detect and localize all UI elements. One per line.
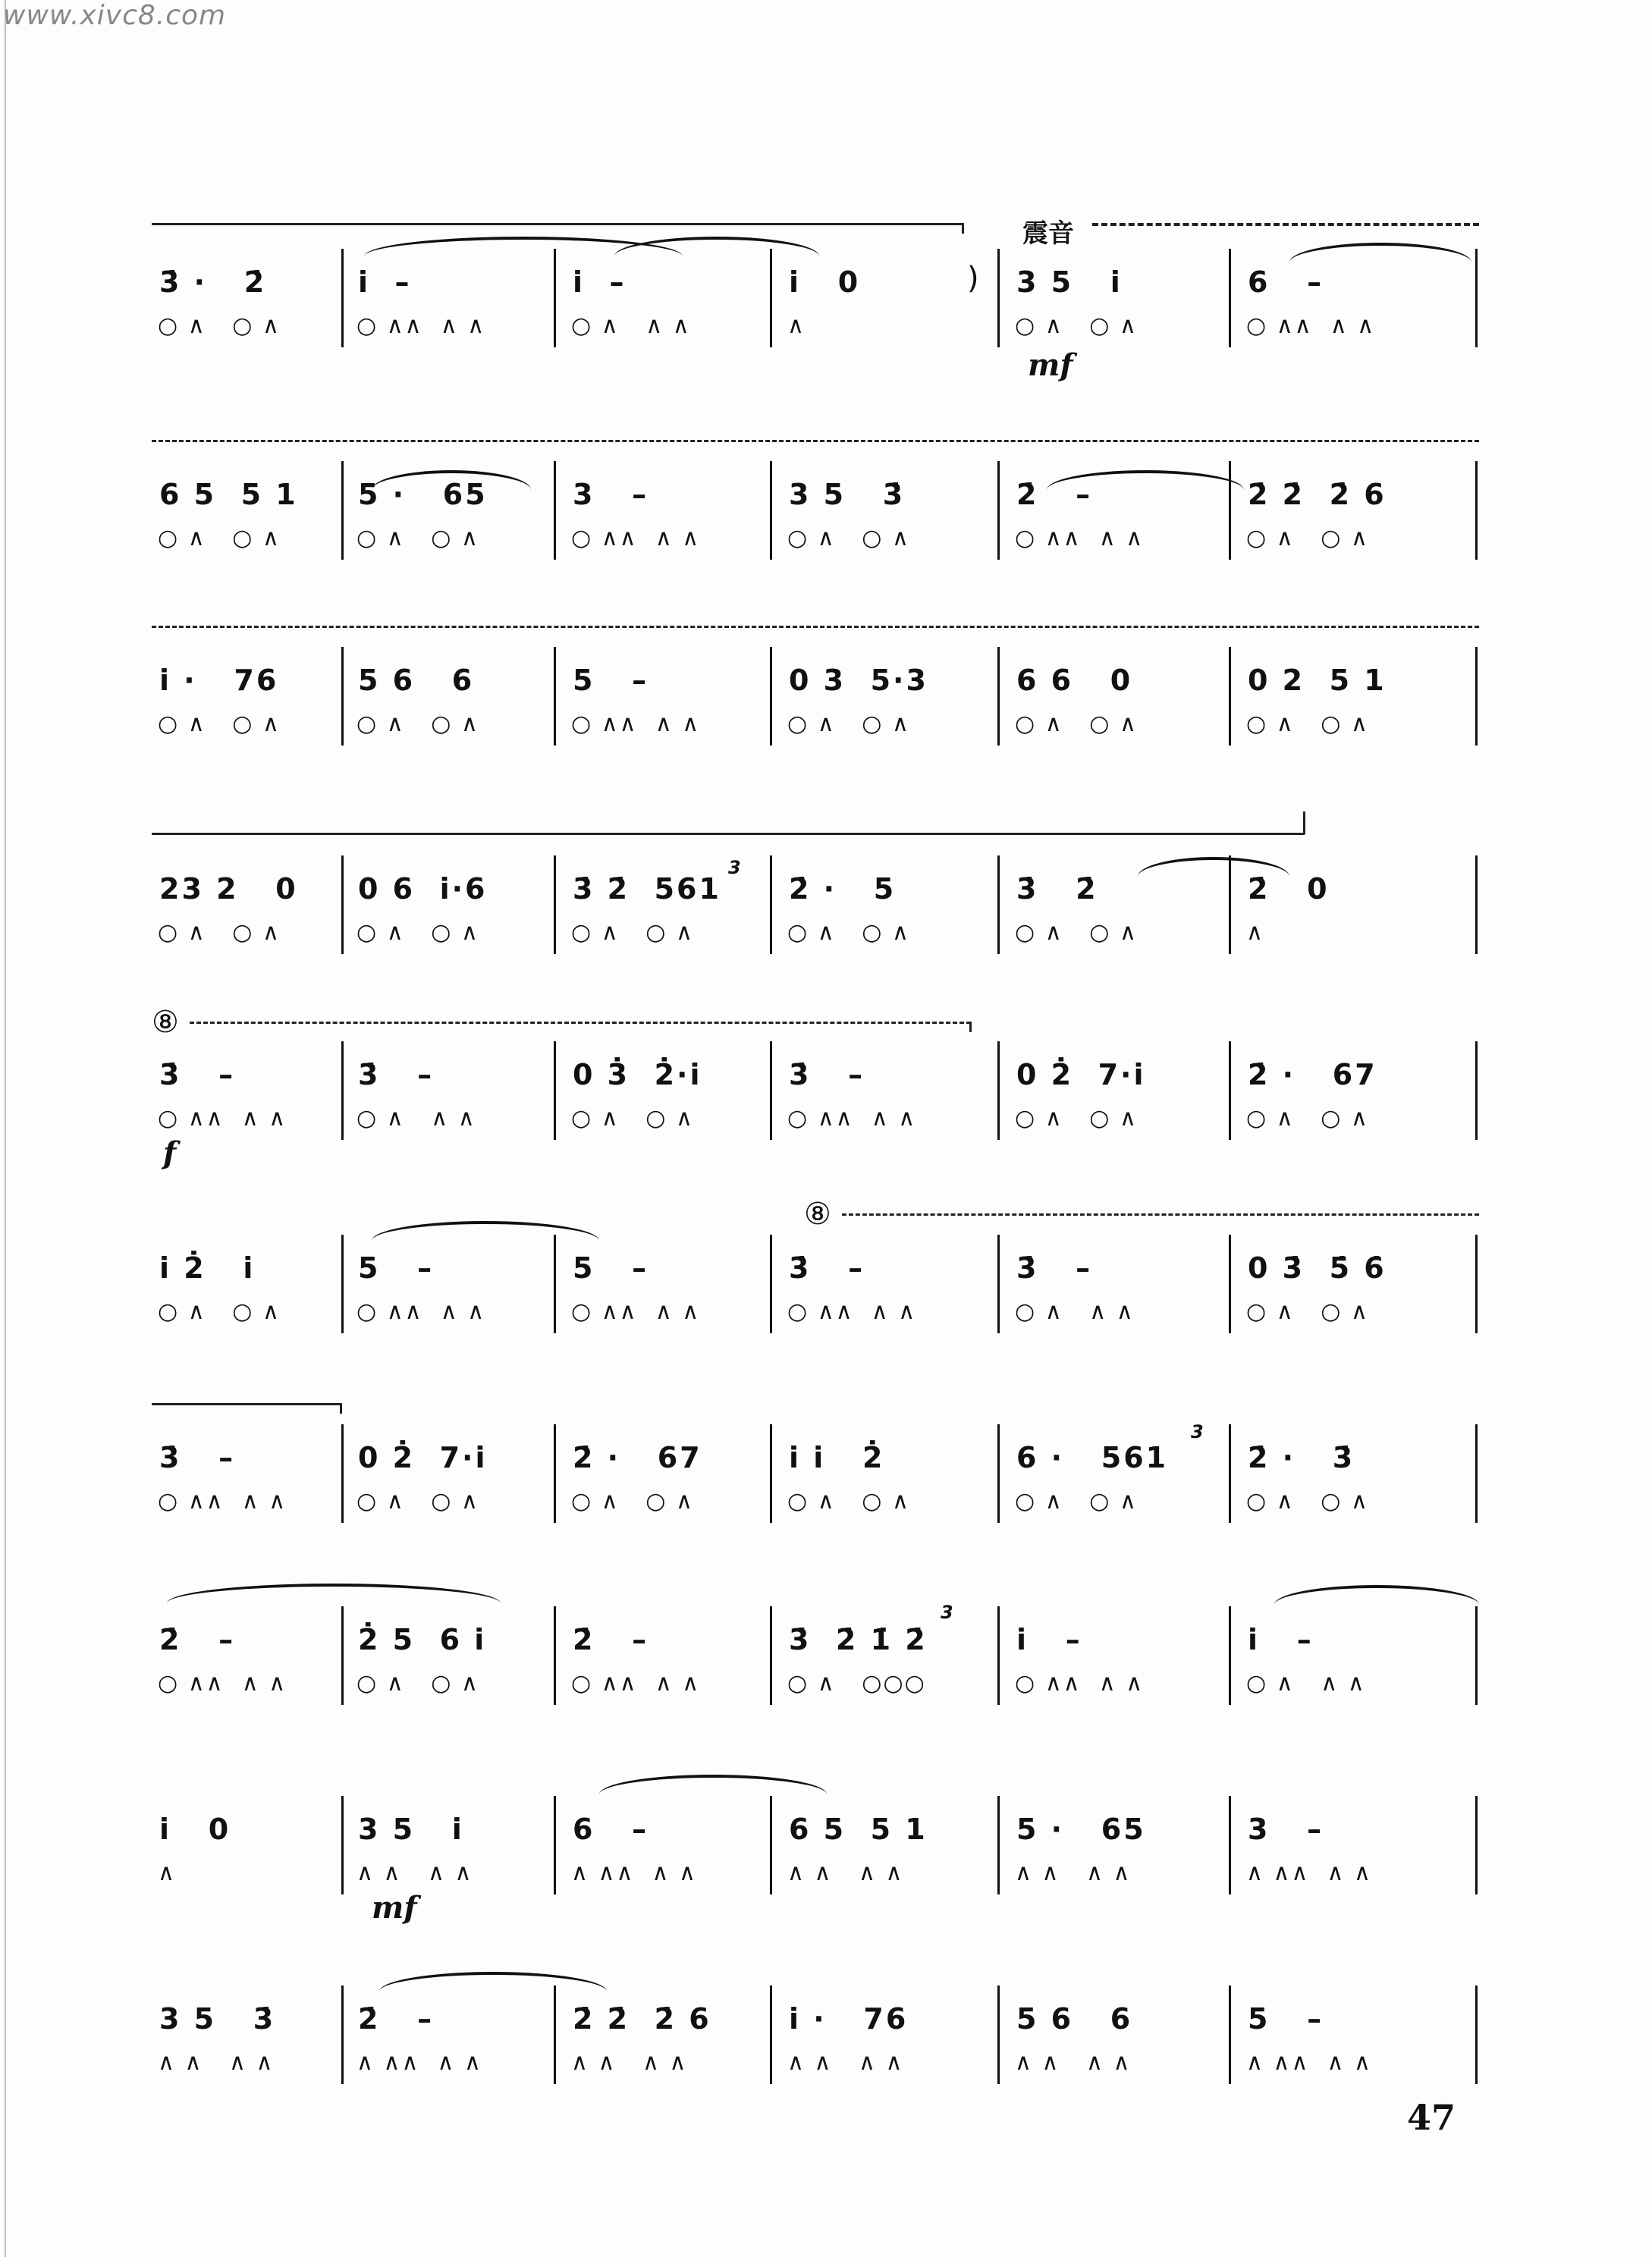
barline <box>1229 647 1231 746</box>
barline <box>1475 1796 1478 1894</box>
barline <box>554 1985 556 2084</box>
measure <box>350 1797 548 1896</box>
notes: 6 5 5 1 <box>789 1813 928 1846</box>
measure <box>565 1987 762 2086</box>
barline <box>770 1985 772 2084</box>
notes: 3 5 i̇ <box>358 1813 464 1846</box>
notes: 5 6 6 <box>1016 2002 1133 2036</box>
fingering: ○ ∧ ○ ∧ <box>1246 1105 1369 1132</box>
barline <box>341 1796 344 1894</box>
fingering: ○ ∧ ○ ∧ <box>1015 1488 1138 1515</box>
barline <box>1475 1424 1478 1523</box>
notes: 2̇ 2̇ 2̇ 6 <box>573 2002 711 2036</box>
fingering: ○ ∧∧ ∧ ∧ <box>787 1105 917 1132</box>
measure <box>1240 250 1453 349</box>
fingering: ○ ∧ ○○○ <box>787 1670 926 1697</box>
notes: 5 – <box>573 664 649 697</box>
score-system-4 <box>152 827 1479 978</box>
barline <box>997 855 1000 954</box>
measure <box>1009 1236 1221 1335</box>
fingering: ○ ∧∧ ∧ ∧ <box>571 711 701 737</box>
measure <box>781 648 986 747</box>
dashed-guide <box>152 626 1479 628</box>
notes: 0 2 5 1 <box>1248 664 1387 697</box>
measure <box>781 1043 986 1141</box>
fingering: ○ ∧ ○ ∧ <box>571 919 694 946</box>
fingering: ○ ∧ ○ ∧ <box>1015 711 1138 737</box>
notes: 3 – <box>573 478 649 511</box>
barline <box>997 1985 1000 2084</box>
bracket-end <box>1303 811 1305 834</box>
dashed-guide <box>152 440 1479 442</box>
measure <box>781 1608 986 1706</box>
barline <box>1229 1606 1231 1705</box>
notes: 3 5 i̇ <box>1016 265 1123 299</box>
fingering: ○ ∧∧ ∧ ∧ <box>571 525 701 551</box>
fingering: ○ ∧ ○ ∧ <box>571 1105 694 1132</box>
measure <box>1240 1608 1468 1706</box>
fingering: ○ ∧ ○ ∧ <box>1015 1105 1138 1132</box>
measure <box>565 857 762 956</box>
measure <box>1240 1797 1468 1896</box>
measure <box>565 1608 762 1706</box>
fingering: ∧ ∧ ∧ ∧ <box>787 1860 904 1886</box>
barline <box>341 1985 344 2084</box>
barline <box>1475 461 1478 560</box>
bracket-end <box>962 223 964 234</box>
score-system-9 <box>152 1767 1479 1949</box>
notes: 5 6 6 <box>358 664 475 697</box>
dynamic-mf: mf <box>372 1890 417 1926</box>
barline <box>1475 249 1478 347</box>
notes: 2̇ 2̇ 2̇ 6 <box>1248 478 1387 511</box>
fingering: ○ ∧ ○ ∧ <box>158 525 281 551</box>
notes: 3̇ – <box>159 1058 236 1091</box>
barline <box>770 1424 772 1523</box>
fingering: ○ ∧ ○ ∧ <box>356 1488 479 1515</box>
measure <box>350 1236 548 1335</box>
fingering: ○ ∧ ○ ∧ <box>787 525 910 551</box>
notes: 3̇ – <box>1016 1251 1093 1285</box>
fingering: ○ ∧ ○ ∧ <box>1246 1488 1369 1515</box>
barline <box>341 461 344 560</box>
fingering: ○ ∧ ○ ∧ <box>158 1298 281 1325</box>
measure <box>152 1987 341 2086</box>
fingering: ○ ∧∧ ∧ ∧ <box>1246 312 1376 339</box>
notes: 3̇ 2̇ 1̇ 2̇ <box>789 1623 928 1656</box>
notes: 5 – <box>573 1251 649 1285</box>
fingering: ∧ ∧∧ ∧ ∧ <box>1246 2049 1372 2076</box>
fingering: ○ ∧ ∧ ∧ <box>1246 1670 1366 1697</box>
measure <box>565 1043 762 1141</box>
fingering: ○ ∧ ○ ∧ <box>787 711 910 737</box>
notes: i̇ – <box>573 265 627 299</box>
fingering: ∧ <box>1246 919 1264 946</box>
notes: 0 6 i̇·6 <box>358 872 488 906</box>
octave-line <box>842 1213 1479 1216</box>
fingering: ○ ∧ ○ ∧ <box>356 525 479 551</box>
measure <box>350 1426 548 1524</box>
measure <box>565 463 762 561</box>
bracket-line <box>152 833 1305 835</box>
notes: 6 6 0 <box>1016 664 1133 697</box>
barline <box>997 647 1000 746</box>
fingering: ∧ <box>787 312 806 339</box>
notes: 0 2̇ 7·i̇ <box>358 1441 488 1474</box>
measure <box>781 1426 986 1524</box>
measure <box>350 1043 548 1141</box>
measure <box>152 1797 341 1896</box>
measure <box>152 857 341 956</box>
score-system-10 <box>152 1957 1479 2108</box>
measure <box>1240 1987 1468 2086</box>
notes: 6 · 561 <box>1016 1441 1169 1474</box>
bracket-end <box>340 1403 342 1414</box>
measure <box>152 1236 341 1335</box>
fingering: ○ ∧ ○ ∧ <box>1246 1298 1369 1325</box>
fingering: ○ ∧∧ ∧ ∧ <box>158 1670 287 1697</box>
fingering: ○ ∧ ○ ∧ <box>1246 711 1369 737</box>
fingering: ∧ ∧∧ ∧ ∧ <box>1246 1860 1372 1886</box>
page-number: 47 <box>1407 2097 1456 2138</box>
fingering: ○ ∧ ○ ∧ <box>356 711 479 737</box>
measure <box>565 1797 762 1896</box>
barline <box>554 249 556 347</box>
notes: 5 – <box>358 1251 435 1285</box>
notes: 5 – <box>1248 2002 1324 2036</box>
notes: 0 2̇ 7·i̇ <box>1016 1058 1146 1091</box>
barline <box>1475 647 1478 746</box>
measure <box>781 1797 986 1896</box>
measure <box>350 648 548 747</box>
notes: i̇ · 76 <box>789 2002 909 2036</box>
score-system-7 <box>152 1395 1479 1547</box>
measure <box>1009 857 1221 956</box>
fingering: ○ ∧ ∧ ∧ <box>571 312 691 339</box>
barline <box>554 1606 556 1705</box>
measure <box>565 1236 762 1335</box>
page-left-edge <box>5 0 6 2257</box>
fingering: ○ ∧ ○ ∧ <box>571 1488 694 1515</box>
barline <box>341 1606 344 1705</box>
notes: 3̇ 2̇ 561 <box>573 872 721 906</box>
measure <box>1240 1043 1468 1141</box>
barline <box>1229 1796 1231 1894</box>
measure <box>781 1236 986 1335</box>
notes: 2̇ · 5 <box>789 872 897 906</box>
fingering: ○ ∧ ○ ∧ <box>1015 312 1138 339</box>
notes: 23 2 0 <box>159 872 298 906</box>
barline <box>554 1424 556 1523</box>
measure <box>1240 1426 1468 1524</box>
measure <box>781 463 986 561</box>
notes: 0 3̇ 2̇·i̇ <box>573 1058 702 1091</box>
score-system-8 <box>152 1577 1479 1729</box>
octave-mark: ⑧ <box>804 1197 831 1232</box>
fingering: ∧ ∧ ∧ ∧ <box>356 1860 473 1886</box>
notes: 3 – <box>1248 1813 1324 1846</box>
measure <box>350 1987 548 2086</box>
barline <box>554 1796 556 1894</box>
barline <box>997 461 1000 560</box>
barline <box>1475 1235 1478 1333</box>
measure <box>1240 1236 1468 1335</box>
notes: i̇ 2̇ i̇ <box>159 1251 256 1285</box>
notes: 2̇ 0 <box>1248 872 1330 906</box>
notes: 2̇ 5 6 i̇ <box>358 1623 487 1656</box>
barline <box>554 855 556 954</box>
notes: 2̇ – <box>1016 478 1093 511</box>
measure <box>152 1043 341 1141</box>
triplet-number: 3 <box>728 857 741 878</box>
octave-line <box>190 1022 971 1024</box>
notes: 3̇ – <box>358 1058 435 1091</box>
notes: 2̇ – <box>159 1623 236 1656</box>
barline <box>341 855 344 954</box>
barline <box>341 1235 344 1333</box>
measure <box>152 463 341 561</box>
measure <box>350 463 548 561</box>
fingering: ○ ∧ ○ ∧ <box>1246 525 1369 551</box>
notes: 6 5 5 1 <box>159 478 298 511</box>
fingering: ○ ∧∧ ∧ ∧ <box>1015 525 1145 551</box>
measure <box>1009 1797 1221 1896</box>
measure <box>1009 648 1221 747</box>
fingering: ○ ∧∧ ∧ ∧ <box>158 1488 287 1515</box>
triplet-number: 3 <box>941 1602 953 1623</box>
fingering: ○ ∧ ∧ ∧ <box>1015 1298 1135 1325</box>
measure <box>350 857 548 956</box>
measure <box>152 1608 341 1706</box>
notes: i̇ 0 <box>159 1813 231 1846</box>
score-system-1 <box>152 220 1479 402</box>
fingering: ∧ ∧ ∧ ∧ <box>571 2049 688 2076</box>
notes: 5 · 65 <box>1016 1813 1146 1846</box>
notes: 0 3 5·3 <box>789 664 928 697</box>
measure <box>1009 1043 1221 1141</box>
fingering: ∧ ∧ ∧ ∧ <box>1015 1860 1132 1886</box>
fingering: ○ ∧∧ ∧ ∧ <box>787 1298 917 1325</box>
notes: 3 5 3̇ <box>159 2002 276 2036</box>
fingering: ○ ∧ ○ ∧ <box>356 1670 479 1697</box>
barline <box>341 1424 344 1523</box>
barline <box>554 1041 556 1140</box>
measure <box>1009 1987 1221 2086</box>
barline <box>554 461 556 560</box>
fingering: ○ ∧∧ ∧ ∧ <box>571 1670 701 1697</box>
score-system-3 <box>152 618 1479 770</box>
tremolo-label: 震音 <box>1022 218 1074 249</box>
measure <box>1009 1426 1221 1524</box>
score-system-5 <box>152 1005 1479 1194</box>
dynamic-f: f <box>163 1135 177 1171</box>
notes: 6 – <box>1248 265 1324 299</box>
slur <box>167 1584 501 1603</box>
barline <box>770 1041 772 1140</box>
barline <box>770 461 772 560</box>
measure <box>1240 857 1468 956</box>
measure <box>1240 463 1468 561</box>
measure <box>565 250 762 349</box>
notes: 6 – <box>573 1813 649 1846</box>
notes: 2̇ – <box>358 2002 435 2036</box>
fingering: ∧ ∧ ∧ ∧ <box>787 2049 904 2076</box>
notes: i̇ – <box>1248 1623 1314 1656</box>
watermark: www.xivc8.com <box>3 0 227 31</box>
score-system-2 <box>152 432 1479 584</box>
barline <box>997 249 1000 347</box>
barline <box>554 1235 556 1333</box>
notes: 2̇ – <box>573 1623 649 1656</box>
barline <box>341 647 344 746</box>
fingering: ○ ∧ ○ ∧ <box>787 1488 910 1515</box>
barline <box>1229 855 1231 954</box>
barline <box>770 1796 772 1894</box>
notes: 3̇ · 2̇ <box>159 265 267 299</box>
measure <box>1240 648 1468 747</box>
notes: 3̇ – <box>789 1251 865 1285</box>
barline <box>997 1606 1000 1705</box>
notes: i̇ – <box>358 265 412 299</box>
barline <box>770 855 772 954</box>
barline <box>1229 1041 1231 1140</box>
fingering: ○ ∧∧ ∧ ∧ <box>356 1298 486 1325</box>
barline <box>1475 1041 1478 1140</box>
barline <box>554 647 556 746</box>
barline <box>1229 1424 1231 1523</box>
octave-end <box>969 1022 972 1032</box>
score-system-6 <box>152 1197 1479 1358</box>
measure <box>565 1426 762 1524</box>
notes: 3̇ – <box>789 1058 865 1091</box>
barline <box>997 1424 1000 1523</box>
notes: 5 · 65 <box>358 478 488 511</box>
barline <box>1229 461 1231 560</box>
fingering: ○ ∧∧ ∧ ∧ <box>1015 1670 1145 1697</box>
fingering: ○ ∧ ○ ∧ <box>158 711 281 737</box>
fingering: ∧ ∧∧ ∧ ∧ <box>571 1860 697 1886</box>
barline <box>770 1606 772 1705</box>
triplet-number: 3 <box>1191 1421 1204 1442</box>
bracket-line <box>152 1403 341 1405</box>
measure <box>781 250 963 349</box>
barline <box>770 1235 772 1333</box>
measure <box>152 250 341 349</box>
bracket-line <box>152 223 963 225</box>
fingering: ○ ∧ ○ ∧ <box>158 919 281 946</box>
notes: 0 3̇ 5̇ 6̇ <box>1248 1251 1387 1285</box>
measure <box>350 250 548 349</box>
notes: 3̇ 2̇ <box>1016 872 1098 906</box>
barline <box>1229 1235 1231 1333</box>
fingering: ○ ∧∧ ∧ ∧ <box>356 312 486 339</box>
notes: i̇ i̇ 2̇ <box>789 1441 885 1474</box>
measure <box>1009 1608 1221 1706</box>
notes: i̇ – <box>1016 1623 1082 1656</box>
measure <box>350 1608 548 1706</box>
tremolo-line <box>1092 223 1479 226</box>
notes: i̇ · 76 <box>159 664 279 697</box>
measure <box>1009 250 1221 349</box>
fingering: ○ ∧ ○ ∧ <box>356 919 479 946</box>
fingering: ∧ ∧ ∧ ∧ <box>158 2049 275 2076</box>
barline <box>997 1796 1000 1894</box>
dynamic-mf: mf <box>1028 347 1073 383</box>
measure <box>152 648 341 747</box>
barline <box>770 647 772 746</box>
barline <box>770 249 772 347</box>
fingering: ○ ∧ ∧ ∧ <box>356 1105 476 1132</box>
fingering: ○ ∧∧ ∧ ∧ <box>571 1298 701 1325</box>
fingering: ∧ ∧∧ ∧ ∧ <box>356 2049 482 2076</box>
notes: 2̇ · 3̇ <box>1248 1441 1355 1474</box>
barline <box>1229 249 1231 347</box>
barline <box>341 249 344 347</box>
barline <box>1475 1606 1478 1705</box>
measure <box>565 648 762 747</box>
fingering: ∧ <box>158 1860 176 1886</box>
fingering: ○ ∧ ○ ∧ <box>787 919 910 946</box>
measure <box>781 857 986 956</box>
barline <box>1475 855 1478 954</box>
fingering: ○ ∧ ○ ∧ <box>1015 919 1138 946</box>
fingering: ∧ ∧ ∧ ∧ <box>1015 2049 1132 2076</box>
notes: 3 5 3̇ <box>789 478 906 511</box>
slur <box>1274 1585 1479 1605</box>
fingering: ○ ∧∧ ∧ ∧ <box>158 1105 287 1132</box>
barline <box>997 1235 1000 1333</box>
measure <box>781 1987 986 2086</box>
octave-mark: ⑧ <box>152 1005 179 1040</box>
notes: 2̇ · 67 <box>1248 1058 1377 1091</box>
barline <box>1229 1985 1231 2084</box>
slur <box>599 1775 827 1794</box>
barline <box>997 1041 1000 1140</box>
measure <box>152 1426 341 1524</box>
notes: 3̇ – <box>159 1441 236 1474</box>
notes: 2̇ · 67 <box>573 1441 702 1474</box>
measure <box>1009 463 1221 561</box>
repeat-end-paren: ) <box>967 261 979 296</box>
barline <box>341 1041 344 1140</box>
barline <box>1475 1985 1478 2084</box>
fingering: ○ ∧ ○ ∧ <box>158 312 281 339</box>
notes: i̇ 0 <box>789 265 861 299</box>
